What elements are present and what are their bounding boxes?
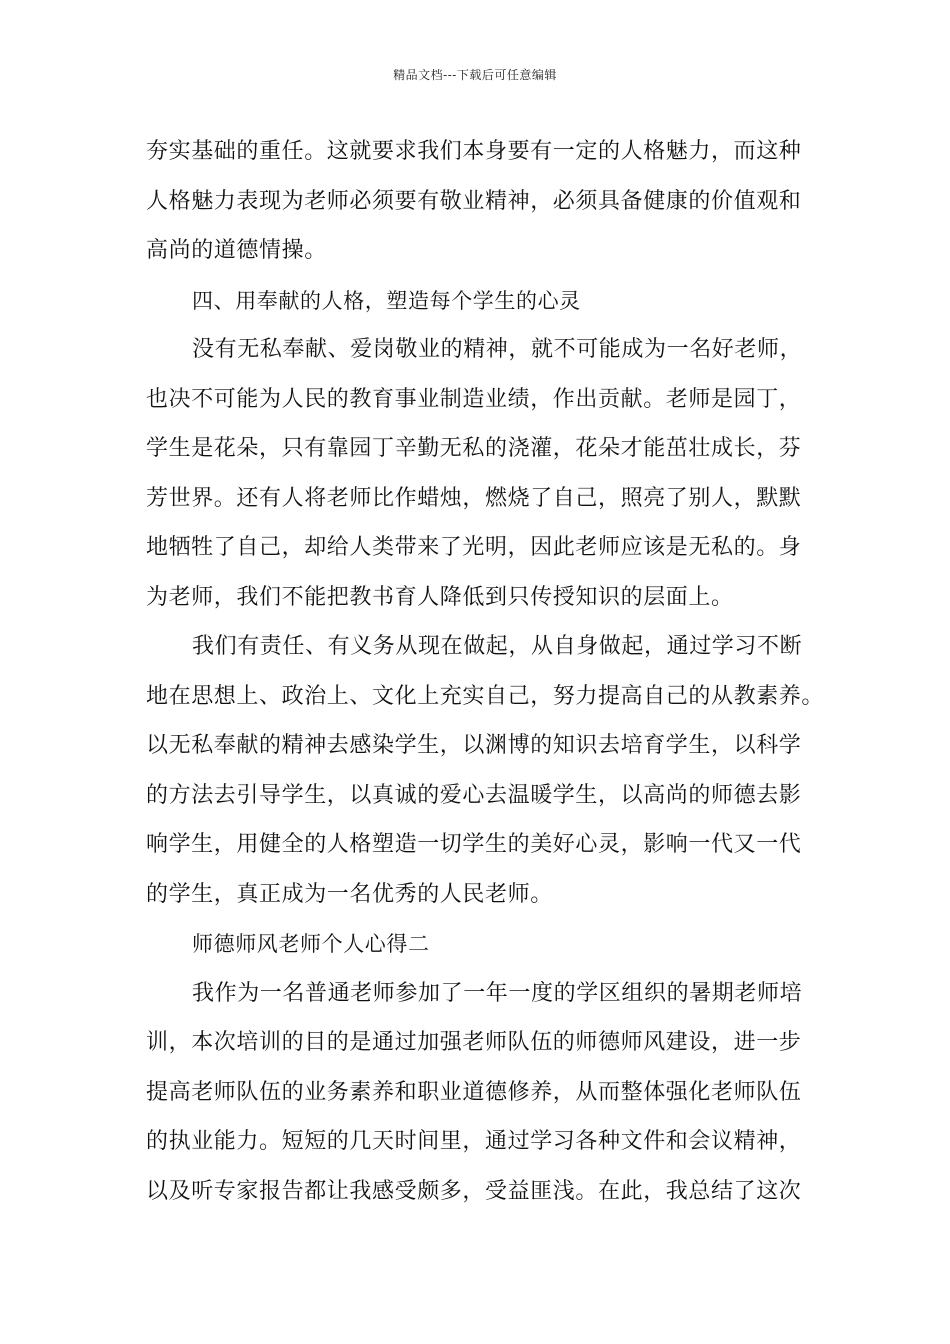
- body-line: 以无私奉献的精神去感染学生，以渊博的知识去培育学生，以科学: [146, 733, 802, 758]
- body-line: 的方法去引导学生，以真诚的爱心去温暖学生，以高尚的师德去影: [146, 782, 802, 808]
- section-heading: 师德师风老师个人心得二: [192, 932, 430, 956]
- body-line: 训，本次培训的目的是通过加强老师队伍的师德师风建设，进一步: [146, 1030, 802, 1055]
- body-line: 地牺牲了自己，却给人类带来了光明，因此老师应该是无私的。身: [146, 535, 802, 560]
- body-line: 为老师，我们不能把教书育人降低到只传授知识的层面上。: [146, 584, 734, 610]
- body-line: 的执业能力。短短的几天时间里，通过学习各种文件和会议精神，: [146, 1129, 802, 1154]
- body-line: 人格魅力表现为老师必须要有敬业精神，必须具备健康的价值观和: [146, 188, 802, 214]
- page-header: 精品文档---下载后可任意编辑: [393, 68, 557, 82]
- document-body: [146, 132, 825, 1221]
- body-line: 响学生，用健全的人格塑造一切学生的美好心灵，影响一代又一代: [146, 832, 802, 857]
- body-line: 也决不可能为人民的教育事业制造业绩，作出贡献。老师是园丁，: [146, 386, 802, 412]
- paragraph-start: 没有无私奉献、爱岗敬业的精神，就不可能成为一名好老师，: [192, 337, 803, 362]
- paragraph-start: 我们有责任、有义务从现在做起，从自身做起，通过学习不断: [192, 634, 803, 659]
- body-line: 的学生，真正成为一名优秀的人民老师。: [146, 881, 553, 907]
- paragraph-start: 我作为一名普通老师参加了一年一度的学区组织的暑期老师培: [192, 980, 803, 1006]
- body-line: 以及听专家报告都让我感受颇多，受益匪浅。在此，我总结了这次: [146, 1178, 802, 1204]
- section-heading: 四、用奉献的人格，塑造每个学生的心灵: [192, 288, 581, 313]
- body-line: 学生是花朵，只有靠园丁辛勤无私的浇灌，花朵才能茁壮成长，芬: [146, 436, 802, 461]
- body-line: 提高老师队伍的业务素养和职业道德修养，从而整体强化老师队伍: [146, 1079, 802, 1105]
- body-line: 芳世界。还有人将老师比作蜡烛，燃烧了自己，照亮了别人，默默: [146, 485, 802, 511]
- body-line: 地在思想上、政治上、文化上充实自己，努力提高自己的从教素养。: [146, 683, 825, 709]
- body-line: 高尚的道德情操。: [146, 238, 327, 263]
- body-line: 夯实基础的重任。这就要求我们本身要有一定的人格魅力，而这种: [146, 139, 802, 164]
